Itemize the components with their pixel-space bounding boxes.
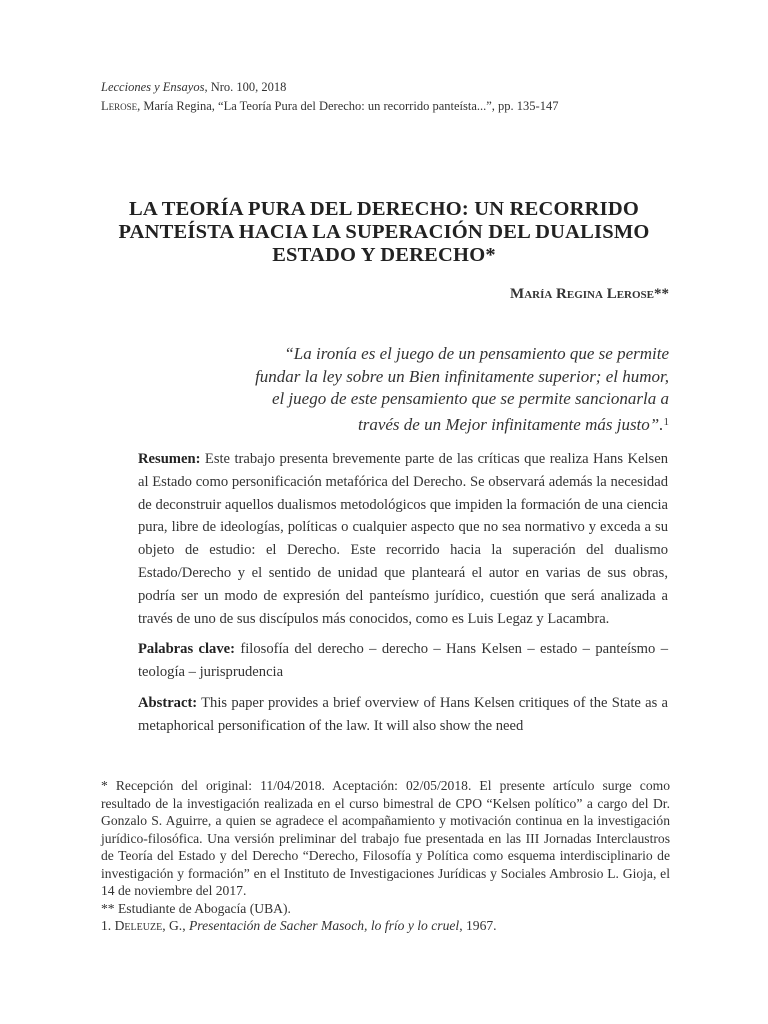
footnote-1-initial: , G.,: [162, 918, 189, 933]
epigraph-line-4: [149, 411, 669, 437]
footnotes: [101, 777, 670, 935]
citation-line: [101, 97, 558, 116]
resumen-label: Resumen:: [138, 451, 201, 467]
abstract-section: [138, 448, 668, 746]
footnote-1-author: Deleuze: [114, 918, 163, 933]
article-title: [80, 198, 688, 267]
abstract-text: This paper provides a brief overview of Hans Kelsen critiques of the State as a metaphorical personification of the law. It will also show the need: [138, 694, 668, 734]
journal-issue: , Nro. 100, 2018: [204, 80, 287, 94]
keywords-paragraph: [138, 638, 668, 684]
footnote-1-title: Presentación de Sacher Masoch, lo frío y lo cruel: [189, 918, 460, 933]
article-author: María Regina Lerose**: [510, 286, 669, 302]
resumen-text: Este trabajo presenta brevemente parte de las críticas que realiza Hans Kelsen al Estado como personificación metafórica del Derecho. Se observará además la necesidad de deconstruir aquellos dualismos metodológicos que impiden la formación de una ciencia pura, libre de ideologías, políticas o cualquier aspecto que no sea normativo y exceda a su objeto de estudio: el Derecho. Este recorrido hacia la superación del dualismo Estado/Derecho y el sentido de unidad que planteará el autor en varias de sus obras, podría ser un modo de expresión del panteísmo jurídico, cuestión que será analizada a través de uno de sus discípulos más conocidos, como es Luis Legaz y Lacambra.: [138, 451, 669, 627]
footnote-star: * Recepción del original: 11/04/2018. Aceptación: 02/05/2018. El presente artículo surge como resultado de la investigación realizada en el curso bimestral de CPO “Kelsen político” a cargo del Dr. Gonzalo S. Aguirre, a quien se agradece el acompañamiento y motivación continua en la investigación jurídico-filosófica. Una versión preliminar del trabajo fue presentada en las III Jornadas Interclaustros de Teoría del Estado y del Derecho “Derecho, Filosofía y Política como esquema interdisciplinario de investigación y formación” en el Instituto de Investigaciones Jurídicas y Sociales Ambrosio L. Gioja, el 14 de noviembre del 2017.: [101, 778, 670, 898]
citation-author: Lerose: [101, 99, 138, 113]
running-header: [101, 78, 558, 116]
title-line-1: LA TEORÍA PURA DEL DERECHO: UN RECORRIDO: [129, 198, 639, 220]
keywords-label: Palabras clave:: [138, 641, 235, 658]
journal-line: [101, 78, 558, 97]
keywords-text: filosofía del derecho – derecho – Hans Kelsen – estado – panteísmo – teología – jurisprudencia: [138, 641, 668, 681]
epigraph-line-4-text: través de un Mejor infinitamente más justo”.: [357, 414, 664, 434]
epigraph-line-1: “La ironía es el juego de un pensamiento que se permite: [284, 344, 669, 363]
epigraph-line-2: fundar la ley sobre un Bien infinitamente superior; el humor,: [255, 366, 669, 386]
citation-text: , María Regina, “La Teoría Pura del Derecho: un recorrido panteísta...”, pp. 135-147: [137, 99, 559, 113]
footnote-1: [101, 917, 670, 935]
abstract-label: Abstract:: [138, 694, 198, 711]
journal-name: Lecciones y Ensayos: [101, 80, 205, 94]
footnote-1-year: , 1967.: [459, 918, 497, 933]
title-line-3: ESTADO Y DERECHO*: [272, 244, 496, 266]
abstract-paragraph: [138, 692, 668, 738]
footnote-double-star: ** Estudiante de Abogacía (UBA).: [101, 900, 291, 916]
epigraph: [149, 343, 669, 436]
title-line-2: PANTEÍSTA HACIA LA SUPERACIÓN DEL DUALISMO: [118, 221, 650, 243]
footnote-ref-1: 1: [663, 415, 669, 428]
resumen-paragraph: [138, 448, 668, 630]
footnote-1-number: 1.: [101, 918, 115, 933]
epigraph-line-3: el juego de este pensamiento que se permite sancionarla a: [271, 389, 669, 408]
